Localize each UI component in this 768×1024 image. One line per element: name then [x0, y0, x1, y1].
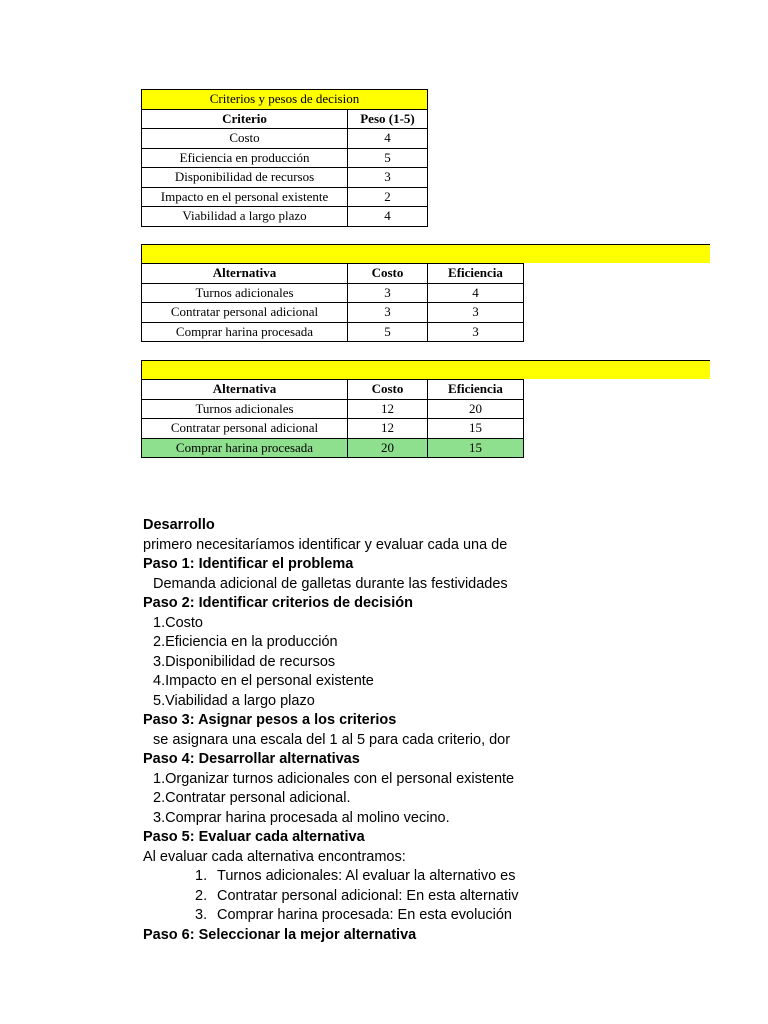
development-section: [143, 516, 524, 945]
weighted-table: [141, 379, 524, 458]
item-number: 2.: [195, 887, 208, 904]
scores-table: [141, 263, 524, 342]
item-number: 3.: [195, 907, 208, 923]
step-title: Paso 6: Seleccionar la mejor alternativa: [143, 926, 417, 943]
step-title: Paso 3: Asignar pesos a los criterios: [143, 712, 397, 728]
scores-table-title-band: [141, 244, 710, 263]
list-item: 5.Viabilidad a largo plazo: [153, 692, 315, 709]
table-row: [142, 187, 428, 207]
table-cell: Disponibilidad de recursos: [142, 168, 348, 188]
table-cell: 4: [348, 207, 428, 227]
list-item: 1.Costo: [153, 614, 203, 631]
step-title: Paso 4: Desarrollar alternativas: [143, 751, 360, 767]
table-cell: 2: [348, 187, 428, 207]
table-row: [142, 283, 524, 303]
criteria-table-title-row: [142, 90, 428, 110]
table-cell: Eficiencia en producción: [142, 148, 348, 168]
step-text: Demanda adicional de galletas durante las festividades: [153, 575, 508, 592]
step-title: Paso 2: Identificar criterios de decisión: [143, 595, 413, 611]
item-text: Turnos adicionales: Al evaluar la alternativo es: [217, 868, 516, 884]
table-cell: 3: [348, 283, 428, 303]
table-row-highlighted: [142, 438, 524, 458]
numbered-item: [143, 906, 524, 926]
column-header: Peso (1-5): [348, 109, 428, 129]
list-item: 4.Impacto en el personal existente: [153, 673, 374, 689]
item-text: Contratar personal adicional: En esta alternativ: [217, 887, 519, 904]
table-cell: 15: [428, 419, 524, 439]
table-cell: Turnos adicionales: [142, 283, 348, 303]
criteria-table-header-row: [142, 109, 428, 129]
table-cell: Contratar personal adicional: [142, 303, 348, 323]
list-item: 3.Comprar harina procesada al molino vecino.: [153, 809, 450, 826]
weighted-table-title-band: [141, 360, 710, 379]
table-row: [142, 129, 428, 149]
column-header: Costo: [348, 380, 428, 400]
table-cell: Costo: [142, 129, 348, 149]
table-row: [142, 148, 428, 168]
table-row: [142, 399, 524, 419]
step-title: Paso 5: Evaluar cada alternativa: [143, 829, 365, 845]
numbered-item: [143, 867, 524, 887]
step-text: Al evaluar cada alternativa encontramos:: [143, 848, 406, 865]
table-cell: Comprar harina procesada: [142, 322, 348, 342]
step-title: Paso 1: Identificar el problema: [143, 556, 354, 572]
scores-table-header-row: [142, 264, 524, 284]
criteria-table-title: Criterios y pesos de decision: [142, 90, 428, 110]
list-item: 3.Disponibilidad de recursos: [153, 653, 336, 670]
table-row: [142, 207, 428, 227]
table-cell: 5: [348, 322, 428, 342]
table-cell: 3: [428, 322, 524, 342]
table-row: [142, 303, 524, 323]
table-cell: 3: [428, 303, 524, 323]
column-header: Costo: [348, 264, 428, 284]
list-item: 2.Eficiencia en la producción: [153, 634, 338, 650]
column-header: Eficiencia: [428, 380, 524, 400]
column-header: Eficiencia: [428, 264, 524, 284]
item-number: 1.: [195, 868, 208, 884]
table-cell: 4: [428, 283, 524, 303]
column-header: Criterio: [142, 109, 348, 129]
table-cell: Viabilidad a largo plazo: [142, 207, 348, 227]
table-cell: 12: [348, 399, 428, 419]
table-cell: 20: [348, 438, 428, 458]
table-cell: 12: [348, 419, 428, 439]
weighted-table-header-row: [142, 380, 524, 400]
table-cell: Turnos adicionales: [142, 399, 348, 419]
list-item: 1.Organizar turnos adicionales con el personal existente: [153, 770, 515, 787]
list-item: 2.Contratar personal adicional.: [153, 790, 351, 806]
table-row: [142, 322, 524, 342]
numbered-item: [143, 887, 524, 907]
table-cell: Contratar personal adicional: [142, 419, 348, 439]
section-heading: Desarrollo: [143, 517, 215, 533]
table-cell: Impacto en el personal existente: [142, 187, 348, 207]
table-cell: 20: [428, 399, 524, 419]
item-text: Comprar harina procesada: En esta evolución: [217, 907, 512, 923]
table-cell: 3: [348, 303, 428, 323]
step-text: se asignara una escala del 1 al 5 para cada criterio, dor: [153, 731, 511, 748]
intro-text: primero necesitaríamos identificar y evaluar cada una de: [143, 536, 508, 553]
table-row: [142, 168, 428, 188]
column-header: Alternativa: [142, 264, 348, 284]
table-cell: 4: [348, 129, 428, 149]
table-cell: Comprar harina procesada: [142, 438, 348, 458]
table-row: [142, 419, 524, 439]
table-cell: 15: [428, 438, 524, 458]
criteria-table: [141, 89, 428, 227]
table-cell: 3: [348, 168, 428, 188]
table-cell: 5: [348, 148, 428, 168]
column-header: Alternativa: [142, 380, 348, 400]
